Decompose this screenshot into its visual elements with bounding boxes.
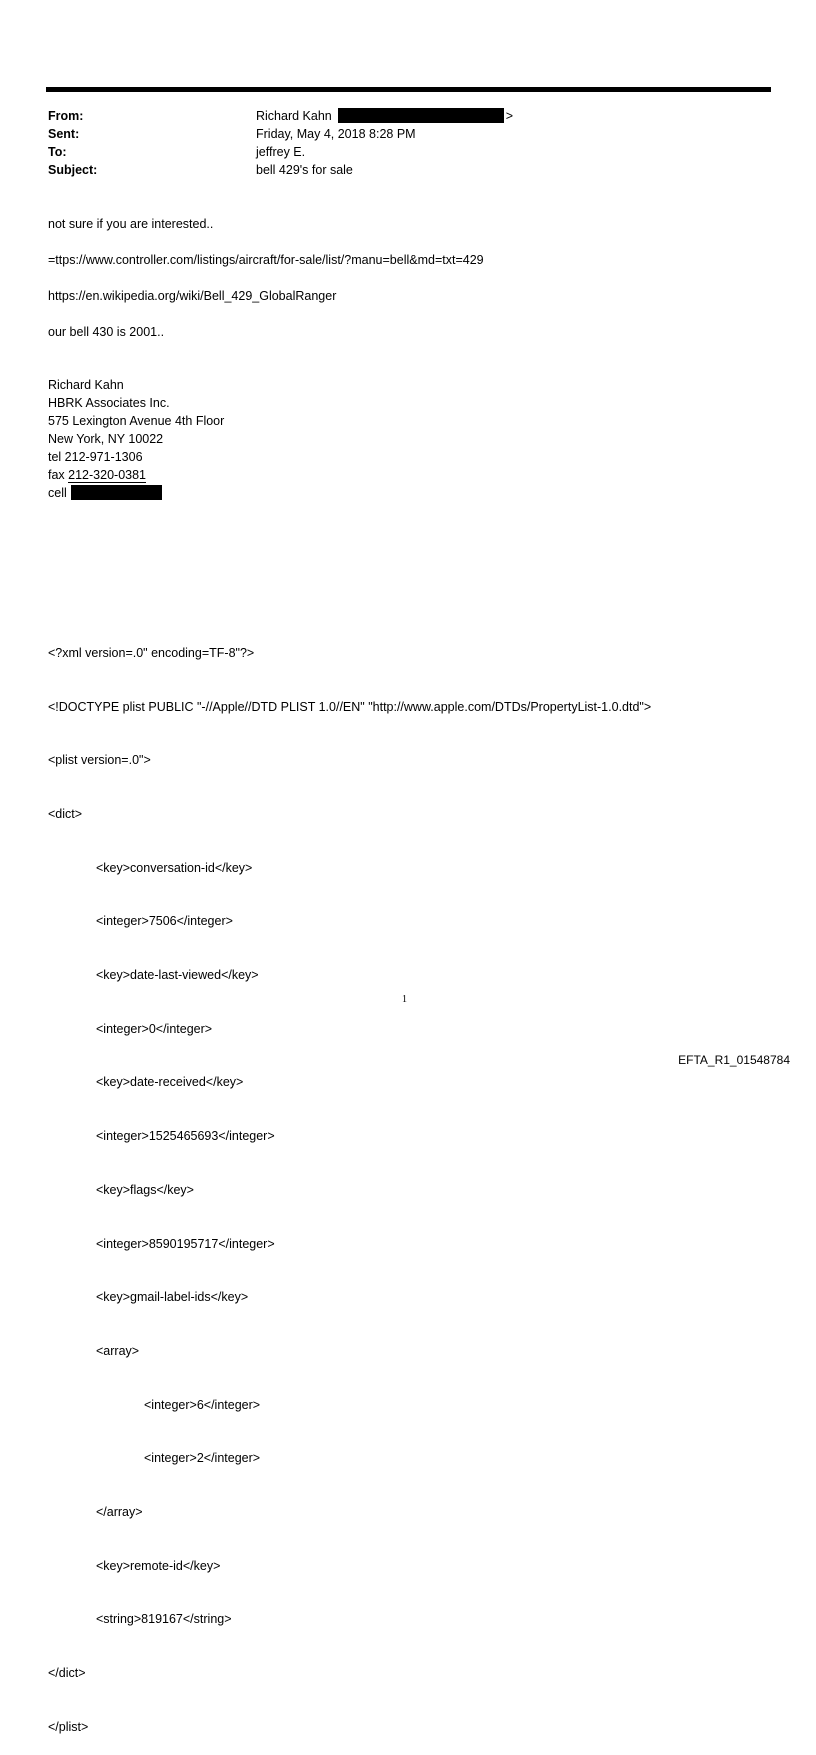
from-value	[256, 107, 513, 125]
xml-line: <key>date-last-viewed</key>	[96, 968, 259, 983]
from-label: From:	[48, 109, 84, 123]
xml-line: <dict>	[48, 806, 83, 821]
fax-prefix: fax	[48, 468, 69, 482]
xml-line: <integer>8590195717</integer>	[96, 1236, 275, 1251]
document-id: EFTA_R1_01548784	[678, 1053, 790, 1067]
page-number: 1	[402, 994, 407, 1005]
redacted-email	[338, 108, 504, 123]
xml-line: <integer>2</integer>	[144, 1451, 261, 1466]
xml-line: <key>flags</key>	[96, 1182, 194, 1197]
xml-line: <array>	[96, 1343, 140, 1358]
xml-line: </plist>	[48, 1719, 89, 1734]
signature-company: HBRK Associates Inc.	[48, 396, 170, 410]
xml-line: <key>remote-id</key>	[96, 1558, 221, 1573]
subject-label: Subject:	[48, 163, 98, 177]
fax-number: 212-320-0381	[68, 468, 147, 482]
xml-line: <?xml version=.0" encoding=TF-8"?>	[48, 645, 255, 660]
xml-line: <!DOCTYPE plist PUBLIC "-//Apple//DTD PLIST 1.0//EN" "http://www.apple.com/DTDs/PropertyList-1.0.dtd">	[48, 699, 652, 714]
xml-line: <string>819167</string>	[96, 1612, 232, 1627]
xml-line: <key>date-received</key>	[96, 1075, 244, 1090]
xml-line: <integer>0</integer>	[96, 1021, 213, 1036]
to-label: To:	[48, 145, 67, 159]
signature-address: 575 Lexington Avenue 4th Floor	[48, 414, 225, 428]
sent-row	[48, 125, 768, 143]
redacted-cell-number	[71, 485, 162, 500]
xml-line: <integer>6</integer>	[144, 1397, 261, 1412]
xml-line: <key>conversation-id</key>	[96, 860, 253, 875]
to-row	[48, 143, 768, 161]
from-suffix: >	[505, 109, 514, 123]
xml-line: </array>	[96, 1505, 143, 1520]
from-row	[48, 107, 768, 125]
signature-cell	[48, 484, 162, 502]
body-link-controller[interactable]: =ttps://www.controller.com/listings/aircraft/for-sale/list/?manu=bell&md=txt=429	[48, 253, 484, 267]
from-name: Richard Kahn	[256, 109, 332, 123]
to-value: jeffrey E.	[256, 145, 306, 159]
subject-row	[48, 161, 768, 179]
body-line-4: our bell 430 is 2001..	[48, 325, 165, 339]
xml-line: </dict>	[48, 1666, 86, 1681]
body-line-1: not sure if you are interested..	[48, 217, 214, 231]
xml-line: <integer>7506</integer>	[96, 914, 233, 929]
xml-line: <key>gmail-label-ids</key>	[96, 1290, 249, 1305]
header-rule	[46, 87, 771, 92]
xml-plist-block	[48, 609, 651, 1755]
body-link-wikipedia[interactable]: https://en.wikipedia.org/wiki/Bell_429_GlobalRanger	[48, 289, 337, 303]
signature-name: Richard Kahn	[48, 378, 124, 392]
sent-label: Sent:	[48, 127, 80, 141]
cell-label: cell	[48, 486, 67, 500]
signature-fax	[48, 466, 146, 484]
xml-line: <plist version=.0">	[48, 753, 151, 768]
subject-value: bell 429's for sale	[256, 163, 353, 177]
xml-line: <integer>1525465693</integer>	[96, 1129, 275, 1144]
signature-city: New York, NY 10022	[48, 432, 164, 446]
signature-tel: tel 212-971-1306	[48, 450, 143, 464]
sent-value: Friday, May 4, 2018 8:28 PM	[256, 127, 416, 141]
